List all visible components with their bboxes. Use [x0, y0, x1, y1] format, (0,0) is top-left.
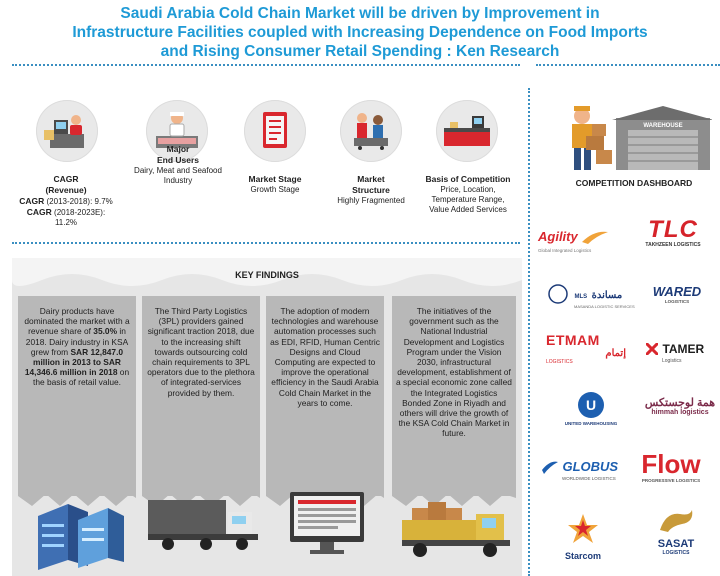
tamer-name: TAMER	[662, 342, 705, 356]
cashier-icon	[36, 100, 98, 162]
united-warehousing-mark: U	[578, 392, 604, 418]
forklift-truck-icon	[398, 488, 516, 568]
cagr-line3: 11.2%	[54, 218, 78, 227]
globus-logo	[542, 458, 636, 481]
end-users-title1: Major	[166, 144, 190, 154]
tamer-mark-icon	[646, 343, 658, 355]
sasat-horse-icon	[656, 508, 696, 534]
masanda-tagline: MASANDA LOGISTIC SERVICES	[574, 304, 635, 309]
tlc-tagline: TAKHZEEN LOGISTICS	[645, 242, 701, 248]
key-findings-heading: KEY FINDINGS	[235, 270, 299, 280]
computer-monitor-icon	[288, 490, 368, 560]
himmah-arabic: همة لوجستكس	[644, 397, 716, 409]
etmam-logo	[546, 332, 638, 365]
united-warehousing-logo	[546, 392, 636, 426]
finding-1-text	[22, 306, 132, 388]
finding-4-text: The initiatives of the government such as the National Industrial Development and Logistics Program under the Vision 2030, infrastructural development, establishment of a special economic zone called the Integrated Logistics Bonded Zone in Riyadh and others will drive the growth of the KSA Cold Chain Market in future.	[396, 306, 512, 439]
finding-1-share: 35.0%	[93, 326, 118, 337]
truck-icon	[146, 496, 262, 556]
competition-basis-stat	[416, 174, 520, 215]
agility-name: Agility	[538, 229, 578, 244]
himmah-name: himmah logistics	[651, 409, 709, 416]
shoppers-icon	[340, 100, 402, 162]
competition-basis-text3: Value Added Services	[429, 205, 507, 214]
globus-mark-icon	[542, 460, 558, 474]
vertical-divider	[528, 88, 530, 576]
masanda-mark-icon	[548, 284, 570, 304]
checkout-counter-icon	[436, 100, 498, 162]
title-divider	[12, 64, 520, 66]
end-users-stat	[126, 144, 230, 186]
market-structure-text: Highly Fragmented	[337, 196, 405, 205]
sasat-tagline: LOGISTICS	[662, 550, 690, 556]
cagr-line2-value: (2018-2023E):	[54, 208, 106, 217]
etmam-arabic: إتمام	[605, 348, 626, 359]
market-stage-title: Market Stage	[248, 174, 302, 184]
himmah-logo	[642, 396, 718, 416]
market-structure-stat	[324, 174, 418, 206]
finding-3-text: The adoption of modern technologies and warehouse automation processes such as EDI, RFID, Human Centric Designs and Cloud Computing are expected to improve the operational efficiency in the Saudi Arabia Cold Chain Market in the years to come.	[270, 306, 380, 408]
tlc-logo	[628, 218, 718, 248]
cagr-subtitle: (Revenue)	[45, 185, 87, 195]
cagr-line1-value: (2013-2018): 9.7%	[46, 197, 113, 206]
market-structure-title1: Market	[357, 174, 385, 184]
competition-basis-title: Basis of Competition	[425, 174, 511, 184]
cagr-line1-label: CAGR	[19, 196, 45, 206]
end-users-text1: Dairy, Meat and Seafood	[134, 166, 222, 175]
title-line-3: and Rising Consumer Retail Spending : Ken Research	[160, 43, 560, 60]
united-warehousing-name: UNITED WAREHOUSING	[564, 421, 618, 426]
masanda-logo	[548, 284, 638, 309]
flow-name: Flow	[641, 449, 701, 479]
warehouse-sign: WAREHOUSE	[643, 123, 683, 129]
market-stage-stat	[230, 174, 320, 195]
agility-logo	[538, 228, 622, 253]
cagr-title: CAGR	[53, 174, 79, 184]
warehouse-worker-icon	[556, 96, 712, 174]
title-line-1: Saudi Arabia Cold Chain Market will be driven by Improvement in	[120, 5, 600, 22]
dashboard-heading: COMPETITION DASHBOARD	[575, 178, 693, 188]
sasat-logo	[636, 508, 716, 556]
end-users-title2: End Users	[156, 155, 200, 165]
flow-logo	[624, 450, 718, 483]
competition-basis-text1: Price, Location,	[440, 185, 496, 194]
etmam-tagline: LOGISTICS	[546, 359, 573, 365]
finding-1-part-a: Dairy products have dominated the market with a revenue share of	[24, 306, 130, 337]
globus-tagline: WORLDWIDE LOGISTICS	[562, 476, 616, 481]
finding-1-part-c: in 2018. Dairy industry in KSA grew from	[25, 326, 129, 357]
market-stage-text: Growth Stage	[250, 185, 300, 194]
etmam-name: ETMAM	[546, 332, 600, 348]
flow-tagline: PROGRESSIVE LOGISTICS	[641, 478, 701, 483]
title-line-2: Infrastructure Facilities coupled with Increasing Dependence on Food Imports	[72, 24, 648, 41]
title-divider-right	[536, 64, 720, 66]
starcom-star-icon	[566, 512, 600, 546]
wared-tagline: LOGISTICS	[664, 299, 690, 304]
masanda-short: MLS	[574, 294, 588, 301]
cagr-line2-label: CAGR	[26, 207, 52, 217]
finding-2-text: The Third Party Logistics (3PL) providers gained significant traction 2018, due to the increasing shift towards outsourcing cold chain requirements to 3PL operators due to the plethora of integrated-services provided by them.	[147, 306, 255, 398]
server-racks-icon	[28, 486, 128, 570]
tamer-logo	[646, 340, 718, 364]
market-structure-title2: Structure	[352, 185, 390, 195]
competition-basis-text2: Temperature Range,	[431, 195, 505, 204]
masanda-arabic: مساندة	[591, 290, 623, 302]
tlc-name: TLC	[648, 216, 698, 243]
wared-name: WARED	[652, 284, 702, 299]
starcom-name: Starcom	[564, 551, 601, 561]
finding-1-growth: SAR 12,847.0 million in 2013 to SAR 14,346.6 million in 2018	[24, 346, 124, 378]
cagr-stat	[6, 174, 126, 228]
wared-logo	[640, 284, 714, 304]
end-users-text2: Industry	[163, 176, 193, 185]
page-title	[0, 4, 720, 61]
stats-divider	[12, 242, 520, 244]
finding-1-part-e: on the basis of retail value.	[33, 367, 130, 388]
agility-tagline: Global Integrated Logistics	[538, 248, 592, 253]
agility-swoosh-icon	[582, 230, 608, 244]
tamer-tagline: Logistics	[662, 358, 682, 364]
globus-name: GLOBUS	[562, 459, 619, 474]
sasat-name: SASAT	[657, 538, 695, 550]
starcom-logo	[548, 512, 618, 561]
document-icon	[244, 100, 306, 162]
